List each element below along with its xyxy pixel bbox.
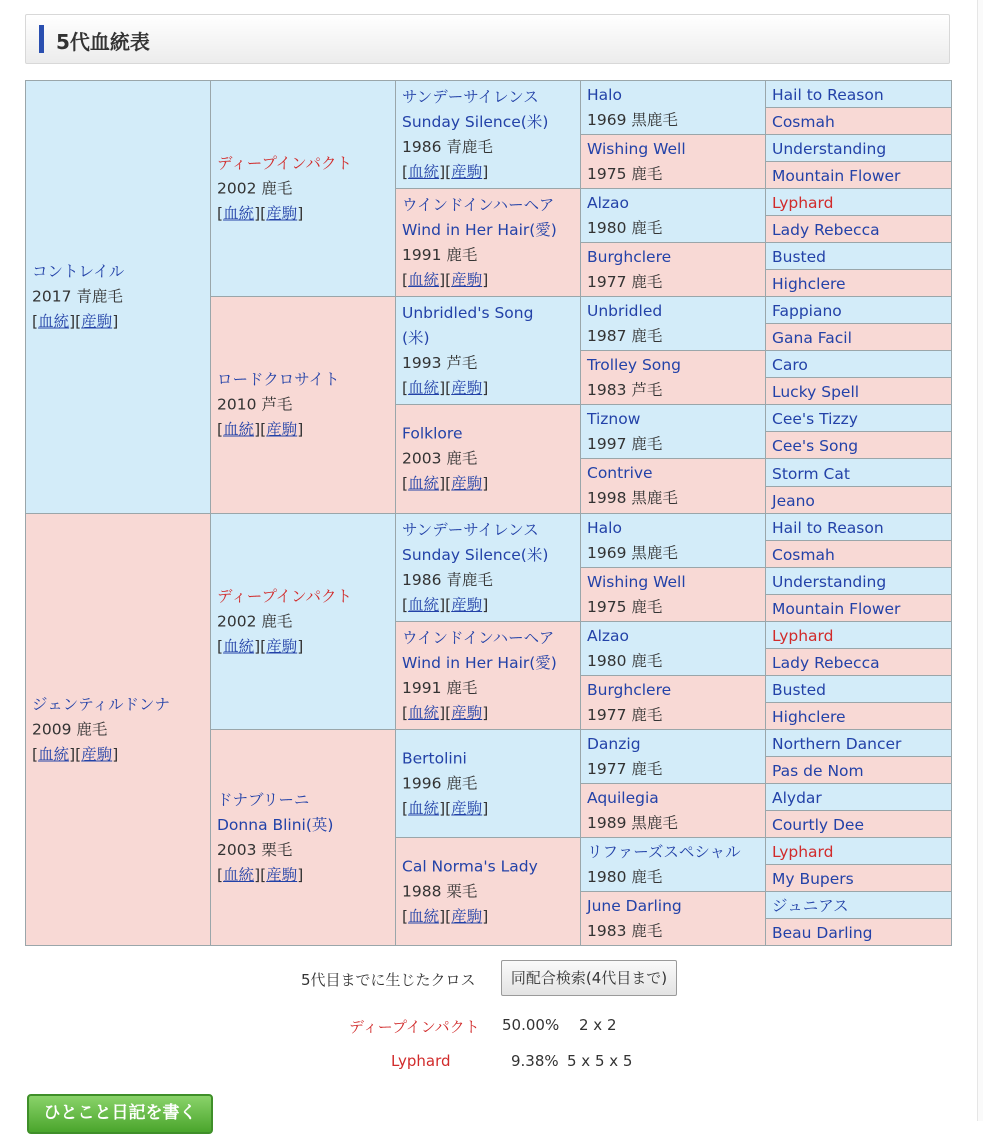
pedigree-cell-gen3: Folklore 2003 鹿毛 [血統][産駒] <box>395 404 581 514</box>
horse-info: 1991 鹿毛 <box>402 245 478 264</box>
horse-info: 1987 鹿毛 <box>587 326 663 345</box>
horse-name-link[interactable]: ジェンティルドンナ <box>32 695 170 713</box>
pedigree-table <box>25 80 952 946</box>
horse-info: 1986 青鹿毛 <box>402 137 493 156</box>
horse-name-link[interactable]: ジュニアス <box>772 897 849 915</box>
produce-link[interactable]: 産駒 <box>266 204 298 222</box>
blood-link[interactable]: 血統 <box>408 378 440 397</box>
horse-name-link[interactable]: My Bupers <box>772 870 854 888</box>
pedigree-cell-gen5 <box>765 540 952 568</box>
horse-name-link[interactable]: Jeano <box>772 492 815 510</box>
produce-link[interactable]: 産駒 <box>451 474 483 493</box>
produce-link[interactable]: 産駒 <box>451 378 483 397</box>
cross-horse-link[interactable]: Lyphard <box>391 1052 451 1070</box>
horse-name-link[interactable]: Tiznow <box>587 409 641 428</box>
blood-link[interactable]: 血統 <box>223 204 255 222</box>
section-title: 5代血統表 <box>56 30 150 54</box>
pedigree-cell-gen5 <box>765 675 952 703</box>
produce-link[interactable]: 産駒 <box>451 162 483 181</box>
horse-info: 1986 青鹿毛 <box>402 570 493 589</box>
horse-info: 1977 鹿毛 <box>587 705 663 724</box>
horse-info: 2009 鹿毛 <box>32 720 108 738</box>
horse-name-link[interactable]: Alzao <box>587 193 630 212</box>
pedigree-cell-gen4 <box>580 891 766 946</box>
blood-link[interactable]: 血統 <box>408 270 440 289</box>
horse-name-link[interactable]: Trolley Song <box>587 355 681 374</box>
pedigree-cell-gen5 <box>765 458 952 487</box>
pedigree-cell-gen5 <box>765 323 952 351</box>
pedigree-cell-gen5 <box>765 431 952 459</box>
pedigree-cell-gen5 <box>765 296 952 324</box>
horse-name-link[interactable]: Lyphard <box>772 843 834 861</box>
cross-generation: 5 x 5 x 5 <box>567 1052 633 1070</box>
horse-name-link[interactable]: Lady Rebecca <box>772 221 880 239</box>
pedigree-cell-gen3: サンデーサイレンス Sunday Silence(米) 1986 青鹿毛 [血統][産駒] <box>395 513 581 622</box>
horse-info: 1983 鹿毛 <box>587 921 663 940</box>
horse-info: 1988 栗毛 <box>402 882 478 900</box>
horse-info: 2002 鹿毛 <box>217 612 293 630</box>
horse-name-link[interactable]: Understanding <box>772 140 887 158</box>
pedigree-cell-gen5 <box>765 756 952 784</box>
horse-name-link[interactable]: Cosmah <box>772 546 835 564</box>
blood-link[interactable]: 血統 <box>408 162 440 181</box>
horse-name-link[interactable]: サンデーサイレンス <box>402 87 539 106</box>
pedigree-cell-gen3: Unbridled's Song (米) 1993 芦毛 [血統][産駒] <box>395 296 581 405</box>
horse-info: 1969 黒鹿毛 <box>587 543 678 562</box>
pedigree-cell-gen5 <box>765 648 952 676</box>
horse-info: 1996 鹿毛 <box>402 774 478 792</box>
horse-name-link[interactable]: リファーズスペシャル <box>587 842 741 861</box>
pedigree-cell-gen5 <box>765 918 952 946</box>
horse-name-link[interactable]: Lyphard <box>772 194 834 212</box>
horse-name-link[interactable]: Beau Darling <box>772 924 873 942</box>
horse-name-link[interactable]: Alydar <box>772 789 822 807</box>
produce-link[interactable]: 産駒 <box>451 703 483 722</box>
horse-name-link[interactable]: Wishing Well <box>587 572 686 591</box>
horse-name-link[interactable]: ディープインパクト <box>217 154 353 172</box>
horse-name-en-link[interactable]: Wind in Her Hair(愛) <box>402 653 557 672</box>
produce-link[interactable]: 産駒 <box>266 420 298 439</box>
horse-name-link[interactable]: Pas de Nom <box>772 762 864 780</box>
pedigree-cell-gen5 <box>765 783 952 811</box>
pedigree-cell-gen5 <box>765 513 952 541</box>
pedigree-cell-gen2: ディープインパクト 2002 鹿毛 [血統][産駒] <box>210 513 396 730</box>
cross-horse-link[interactable]: ディープインパクト <box>349 1018 480 1036</box>
horse-info: 1980 鹿毛 <box>587 867 663 886</box>
horse-name-link[interactable]: Wishing Well <box>587 139 686 158</box>
horse-info: 1998 黒鹿毛 <box>587 489 678 507</box>
pedigree-cell-gen4 <box>580 783 766 838</box>
pedigree-cell-gen5 <box>765 242 952 270</box>
horse-name-en-link[interactable]: Sunday Silence(米) <box>402 545 549 564</box>
pedigree-cell-gen2: ロードクロサイト 2010 芦毛 [血統][産駒] <box>210 296 396 514</box>
horse-name-link[interactable]: Mountain Flower <box>772 600 901 618</box>
blood-link[interactable]: 血統 <box>408 703 440 722</box>
horse-name-en-link[interactable]: Wind in Her Hair(愛) <box>402 220 557 239</box>
blood-link[interactable]: 血統 <box>408 799 440 817</box>
horse-name-link[interactable]: Danzig <box>587 734 641 753</box>
horse-name-link[interactable]: コントレイル <box>32 262 125 281</box>
horse-name-link[interactable]: Highclere <box>772 708 846 726</box>
horse-name-link[interactable]: Folklore <box>402 424 463 443</box>
produce-link[interactable]: 産駒 <box>266 637 298 655</box>
horse-name-link[interactable]: ウインドインハーヘア <box>402 195 555 214</box>
produce-link[interactable]: 産駒 <box>451 595 483 614</box>
produce-link[interactable]: 産駒 <box>451 799 483 817</box>
pedigree-cell-gen4 <box>580 675 766 730</box>
horse-name-link[interactable]: サンデーサイレンス <box>402 520 539 539</box>
pedigree-cell-gen5 <box>765 377 952 405</box>
pedigree-cell-gen4 <box>580 296 766 351</box>
pedigree-cell-gen5 <box>765 864 952 892</box>
horse-name-link[interactable]: Storm Cat <box>772 465 850 483</box>
pedigree-cell-gen4 <box>580 404 766 459</box>
pedigree-cell-dam: ジェンティルドンナ 2009 鹿毛 [血統][産駒] <box>25 513 211 946</box>
produce-link[interactable]: 産駒 <box>81 745 113 763</box>
pedigree-cell-gen4 <box>580 458 766 514</box>
pedigree-cell-gen5 <box>765 702 952 730</box>
pedigree-cell-gen4 <box>580 837 766 892</box>
horse-info: 2010 芦毛 <box>217 395 293 414</box>
horse-name-link[interactable]: ディープインパクト <box>217 587 353 605</box>
pedigree-cell-gen4 <box>580 188 766 243</box>
horse-info: 1975 鹿毛 <box>587 164 663 183</box>
produce-link[interactable]: 産駒 <box>266 865 298 884</box>
blood-link[interactable]: 血統 <box>408 595 440 614</box>
horse-name-link[interactable]: ロードクロサイト <box>217 370 340 389</box>
pedigree-cell-gen5 <box>765 729 952 757</box>
pedigree-cell-gen4 <box>580 134 766 189</box>
pedigree-cell-gen5 <box>765 80 952 108</box>
pedigree-cell-gen4 <box>580 242 766 297</box>
horse-name-link[interactable]: Cee's Song <box>772 437 859 455</box>
pedigree-cell-gen4 <box>580 729 766 784</box>
pedigree-cell-gen5 <box>765 188 952 216</box>
horse-name-link[interactable]: Busted <box>772 248 826 266</box>
pedigree-cell-gen3: ウインドインハーヘア Wind in Her Hair(愛) 1991 鹿毛 [血統][産駒] <box>395 188 581 297</box>
blood-link[interactable]: 血統 <box>223 420 255 439</box>
horse-name-link[interactable]: Alzao <box>587 626 630 645</box>
horse-name-link[interactable]: Fappiano <box>772 302 842 320</box>
horse-name-link[interactable]: Aquilegia <box>587 788 659 807</box>
horse-name-link[interactable]: Lyphard <box>772 627 834 645</box>
header-accent-bar <box>39 25 44 53</box>
blood-link[interactable]: 血統 <box>38 312 70 331</box>
horse-info: 1977 鹿毛 <box>587 272 663 291</box>
pedigree-cell-gen5 <box>765 486 952 514</box>
write-diary-button[interactable]: ひとこと日記を書く <box>27 1094 213 1134</box>
horse-name-link[interactable]: Burghclere <box>587 247 672 266</box>
cross-row <box>0 1016 983 1038</box>
pedigree-cell-gen3: Bertolini 1996 鹿毛 [血統][産駒] <box>395 729 581 838</box>
pedigree-cell-gen3: Cal Norma's Lady 1988 栗毛 [血統][産駒] <box>395 837 581 946</box>
horse-name-link[interactable]: ドナブリーニ <box>217 790 310 809</box>
horse-name-link[interactable]: Gana Facil <box>772 329 852 347</box>
pedigree-cell-gen5 <box>765 810 952 838</box>
horse-name-link[interactable]: Cee's Tizzy <box>772 410 858 428</box>
pedigree-cell-gen5 <box>765 215 952 243</box>
pedigree-cell-gen4 <box>580 621 766 676</box>
pedigree-cell-gen3: ウインドインハーヘア Wind in Her Hair(愛) 1991 鹿毛 [血統][産駒] <box>395 621 581 730</box>
horse-name-link[interactable]: Bertolini <box>402 749 467 767</box>
pedigree-cell-gen4 <box>580 350 766 405</box>
horse-name-link[interactable]: Contrive <box>587 464 653 482</box>
horse-name-link[interactable]: Northern Dancer <box>772 735 902 753</box>
pedigree-cell-gen5 <box>765 107 952 135</box>
pedigree-cell-gen5 <box>765 269 952 297</box>
horse-info: 1977 鹿毛 <box>587 759 663 778</box>
horse-name-link[interactable]: June Darling <box>587 896 682 915</box>
horse-name-link[interactable]: Unbridled's Song <box>402 303 534 322</box>
pedigree-cell-gen2: ディープインパクト 2002 鹿毛 [血統][産駒] <box>210 80 396 297</box>
pedigree-cell-gen4 <box>580 513 766 568</box>
horse-name-link[interactable]: Caro <box>772 356 808 374</box>
pedigree-cell-gen4 <box>580 80 766 135</box>
horse-name-link[interactable]: Lady Rebecca <box>772 654 880 672</box>
horse-name-link[interactable]: Unbridled <box>587 301 663 320</box>
pedigree-cell-sire: コントレイル 2017 青鹿毛 [血統][産駒] <box>25 80 211 514</box>
horse-name-en-link[interactable]: (米) <box>402 328 430 347</box>
horse-name-link[interactable]: Understanding <box>772 573 887 591</box>
produce-link[interactable]: 産駒 <box>81 312 113 331</box>
blood-link[interactable]: 血統 <box>223 637 255 655</box>
horse-info: 1980 鹿毛 <box>587 651 663 670</box>
horse-info: 1991 鹿毛 <box>402 678 478 697</box>
horse-info: 1969 黒鹿毛 <box>587 110 678 129</box>
pedigree-cell-gen2: ドナブリーニ Donna Blini(英) 2003 栗毛 [血統][産駒] <box>210 729 396 946</box>
horse-info: 2002 鹿毛 <box>217 179 293 197</box>
horse-info: 1997 鹿毛 <box>587 434 663 453</box>
pedigree-cell-gen5 <box>765 161 952 189</box>
pedigree-cell-gen5 <box>765 621 952 649</box>
pedigree-cell-gen5 <box>765 350 952 378</box>
horse-name-link[interactable]: Busted <box>772 681 826 699</box>
horse-name-link[interactable]: Halo <box>587 518 622 537</box>
cross-generation: 2 x 2 <box>579 1016 617 1034</box>
produce-link[interactable]: 産駒 <box>451 907 483 925</box>
pedigree-cell-gen5 <box>765 594 952 622</box>
right-sidebar-edge <box>977 0 983 1121</box>
cross-percentage: 9.38% <box>511 1052 559 1070</box>
horse-info: 1983 芦毛 <box>587 380 663 399</box>
horse-name-link[interactable]: ウインドインハーヘア <box>402 628 555 647</box>
horse-name-en-link[interactable]: Donna Blini(英) <box>217 815 334 834</box>
same-mating-search-button[interactable]: 同配合検索(4代目まで) <box>501 960 677 996</box>
pedigree-cell-gen4 <box>580 567 766 622</box>
pedigree-cell-gen5 <box>765 891 952 919</box>
cross-percentage: 50.00% <box>502 1016 560 1034</box>
blood-link[interactable]: 血統 <box>223 865 255 884</box>
cross-row <box>0 1052 983 1074</box>
horse-info: 2003 鹿毛 <box>402 449 478 468</box>
horse-name-link[interactable]: Halo <box>587 85 622 104</box>
blood-link[interactable]: 血統 <box>408 474 440 493</box>
section-header <box>25 14 950 64</box>
cross-label: 5代目までに生じたクロス <box>301 971 476 989</box>
horse-name-en-link[interactable]: Sunday Silence(米) <box>402 112 549 131</box>
horse-info: 1975 鹿毛 <box>587 597 663 616</box>
pedigree-cell-gen3: サンデーサイレンス Sunday Silence(米) 1986 青鹿毛 [血統][産駒] <box>395 80 581 189</box>
horse-name-link[interactable]: Hail to Reason <box>772 86 884 104</box>
horse-name-link[interactable]: Cosmah <box>772 113 835 131</box>
horse-info: 1989 黒鹿毛 <box>587 813 678 832</box>
horse-info: 2003 栗毛 <box>217 840 293 859</box>
pedigree-cell-gen5 <box>765 404 952 432</box>
pedigree-cell-gen5 <box>765 567 952 595</box>
horse-name-link[interactable]: Courtly Dee <box>772 816 864 834</box>
horse-name-link[interactable]: Cal Norma's Lady <box>402 857 538 875</box>
blood-link[interactable]: 血統 <box>38 745 70 763</box>
horse-name-link[interactable]: Highclere <box>772 275 846 293</box>
horse-info: 2017 青鹿毛 <box>32 287 123 306</box>
pedigree-cell-gen5 <box>765 837 952 865</box>
horse-name-link[interactable]: Mountain Flower <box>772 167 901 185</box>
pedigree-cell-gen5 <box>765 134 952 162</box>
blood-link[interactable]: 血統 <box>408 907 440 925</box>
horse-info: 1993 芦毛 <box>402 353 478 372</box>
horse-name-link[interactable]: Burghclere <box>587 680 672 699</box>
produce-link[interactable]: 産駒 <box>451 270 483 289</box>
horse-name-link[interactable]: Hail to Reason <box>772 519 884 537</box>
horse-name-link[interactable]: Lucky Spell <box>772 383 860 401</box>
horse-info: 1980 鹿毛 <box>587 218 663 237</box>
